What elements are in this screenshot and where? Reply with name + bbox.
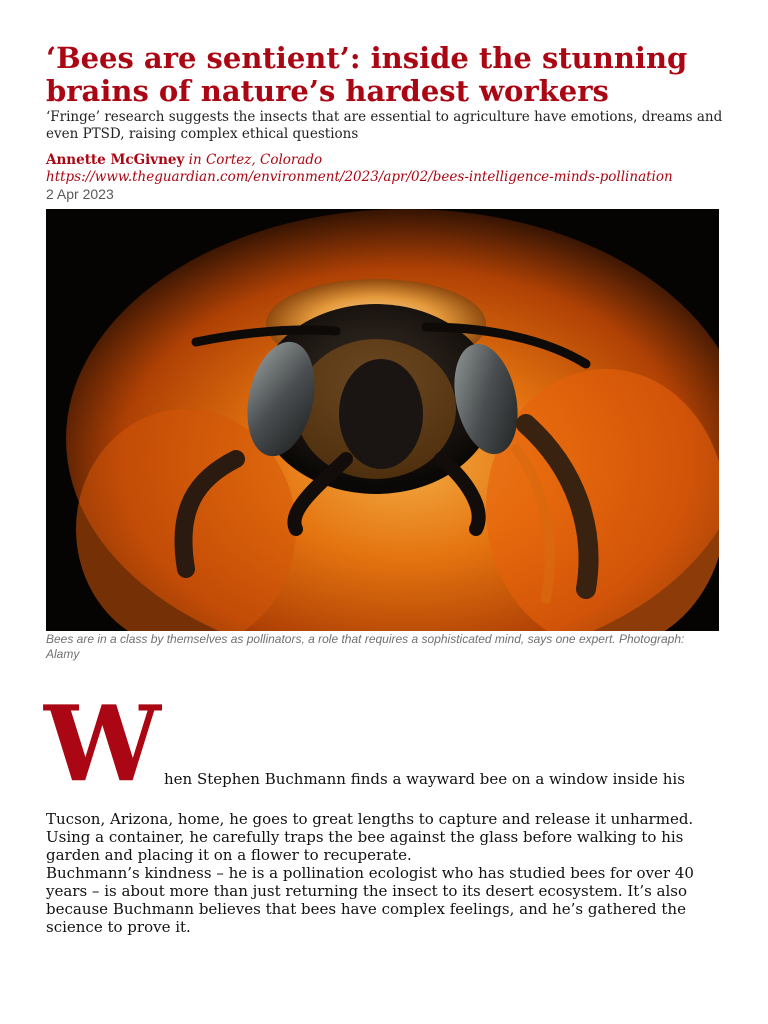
publish-date: 2 Apr 2023 — [46, 186, 114, 202]
drop-cap: W — [44, 682, 161, 805]
author-link[interactable]: Annette McGivney — [46, 152, 185, 168]
headline: ‘Bees are sentient’: inside the stunning brains of nature’s hardest workers — [46, 41, 688, 108]
paragraph: Tucson, Arizona, home, he goes to great lengths to capture and release it unharmed. Using a container, he carefully traps the bee against the glass before walking to his garden and placing it on a flower to recuperate. — [46, 810, 694, 864]
standfirst: ‘Fringe’ research suggests the insects that are essential to agriculture have emotions, dreams and even PTSD, raising complex ethical questions — [46, 109, 723, 142]
byline — [46, 152, 746, 186]
first-line-text: hen Stephen Buchmann finds a wayward bee on a window inside his — [164, 770, 685, 788]
paragraph: Buchmann’s kindness – he is a pollination ecologist who has studied bees for over 40 years – is about more than just returning the insect to its desert ecosystem. It’s also because Buchmann believes that bees have complex feelings, and he’s gathered the science to prove it. — [46, 864, 694, 936]
article-body — [46, 810, 722, 936]
photo-caption: Bees are in a class by themselves as pollinators, a role that requires a sophisticated mind, says one expert. Photograph: Alamy — [46, 632, 685, 661]
byline-location: in Cortez, Colorado — [184, 152, 323, 168]
bee-photograph — [46, 209, 719, 631]
article-url-link[interactable]: https://www.theguardian.com/environment/2023/apr/02/bees-intelligence-minds-pollination — [46, 169, 673, 185]
